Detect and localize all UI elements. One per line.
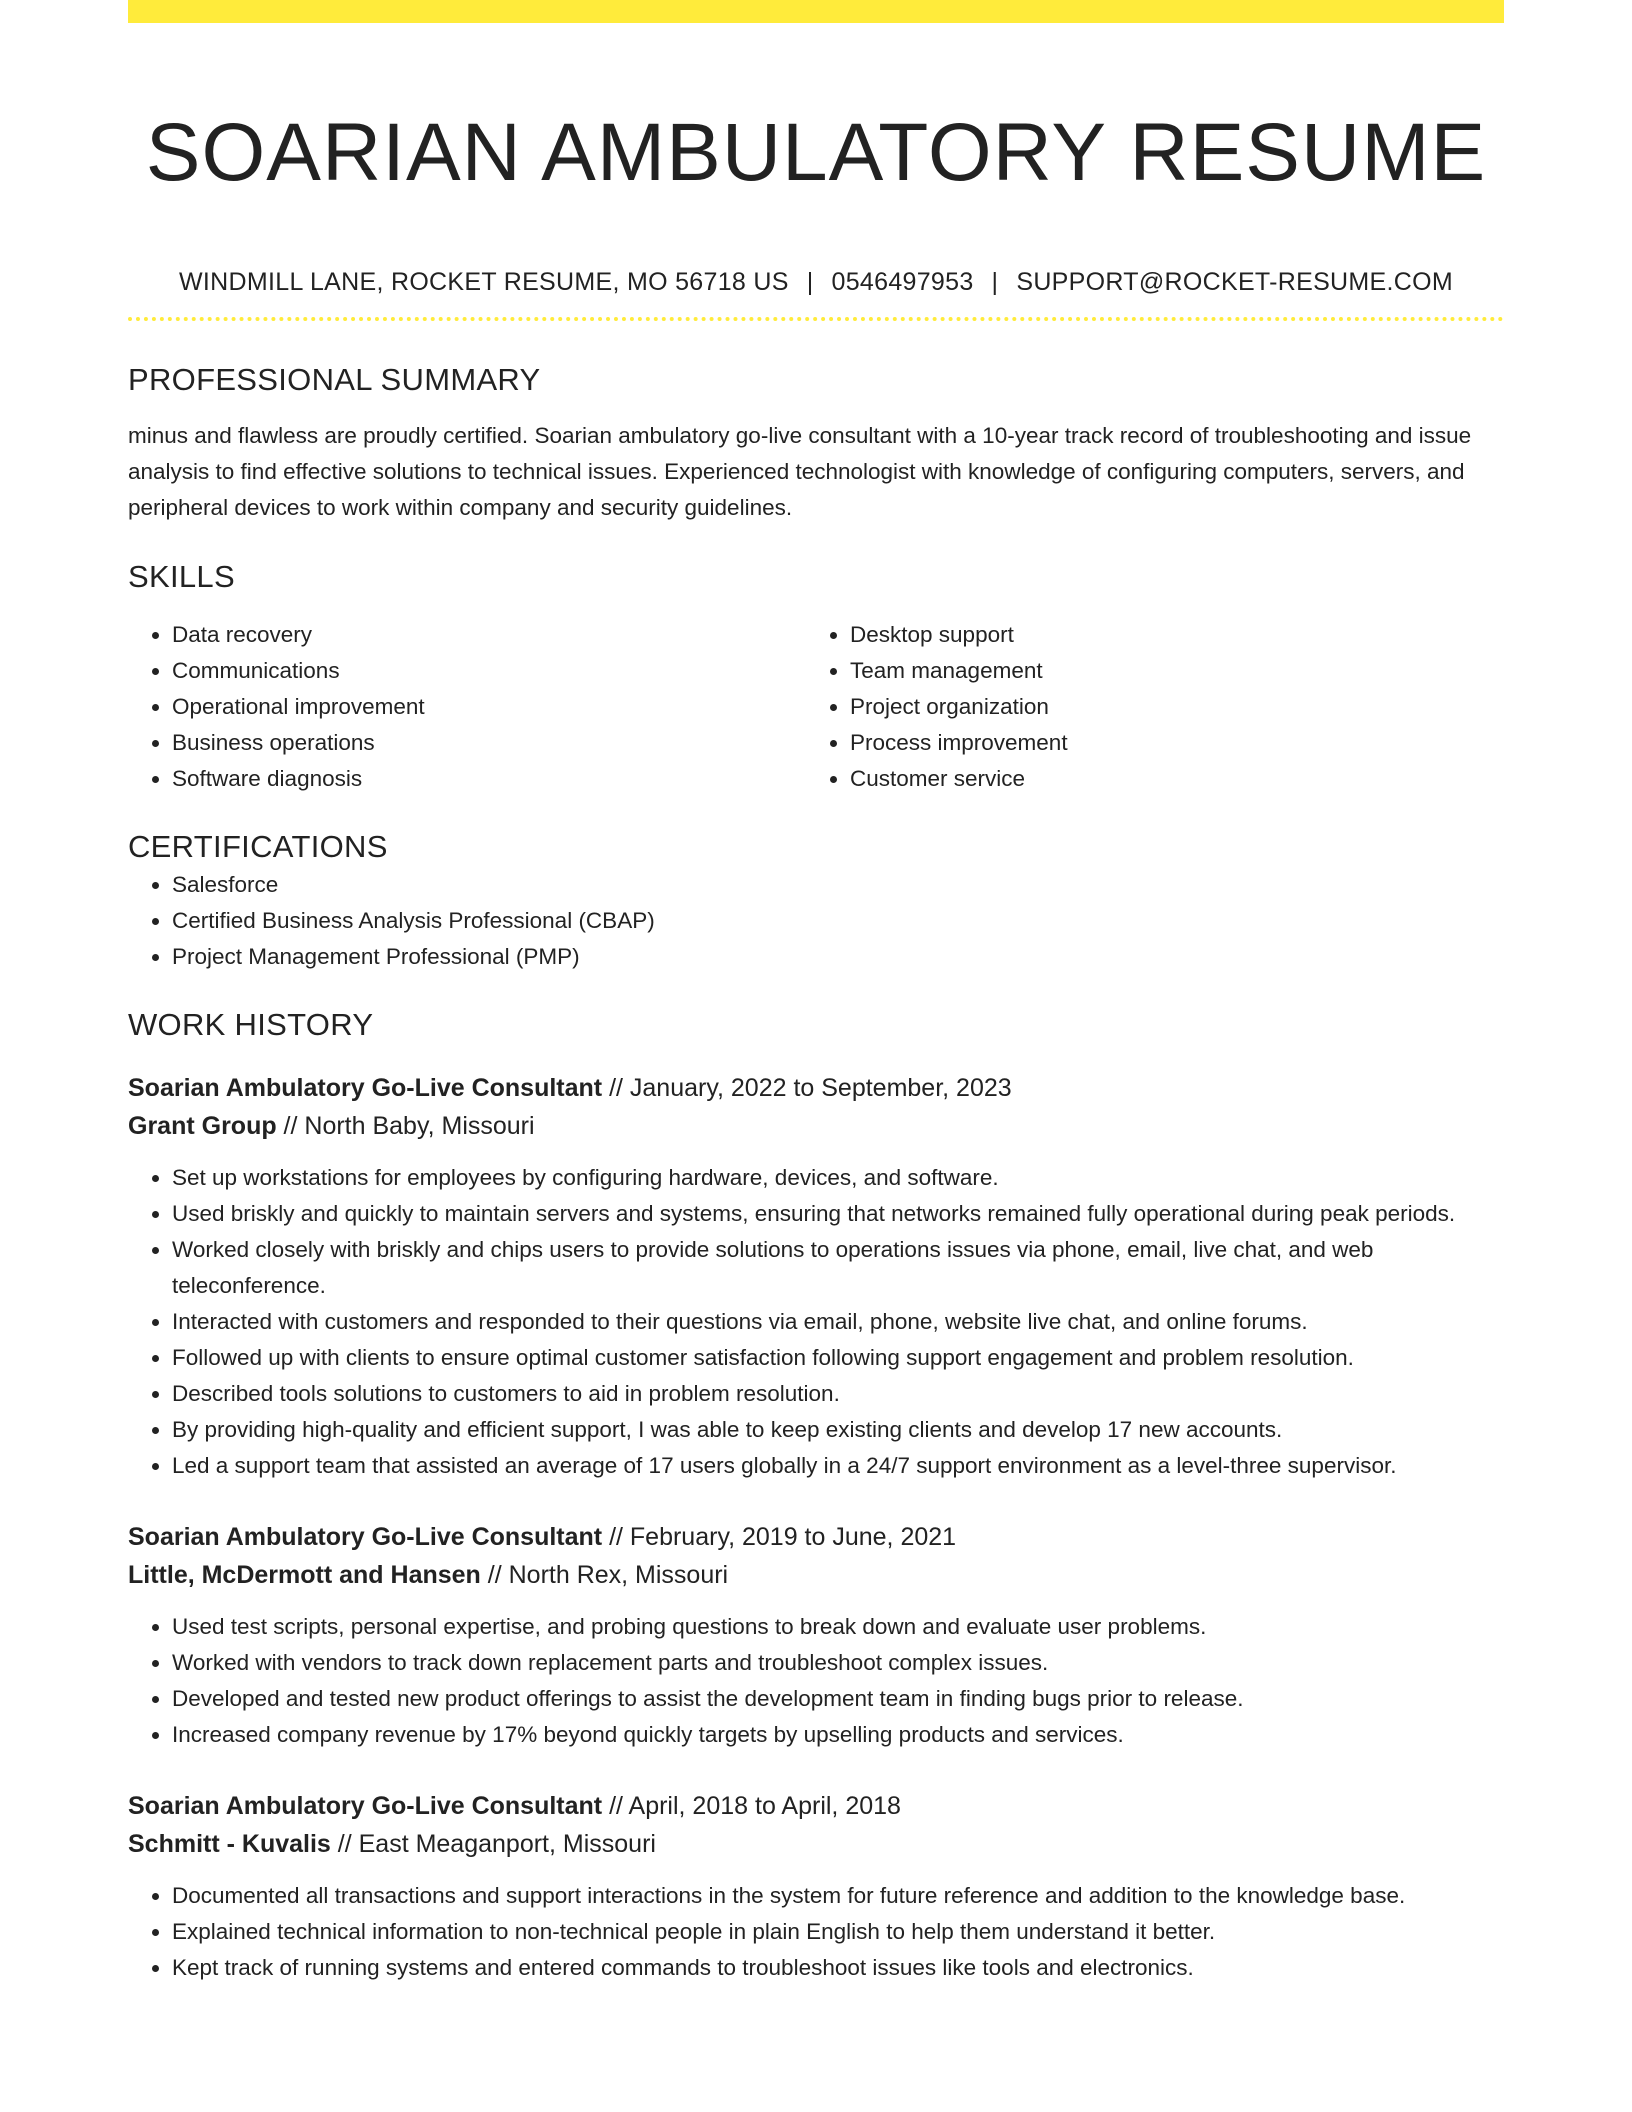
contact-line (128, 265, 1504, 299)
job-location: // East Meaganport, Missouri (330, 1830, 656, 1858)
accent-top-bar (128, 0, 1504, 23)
job-location: // North Baby, Missouri (276, 1112, 535, 1140)
job-bullet: • Used test scripts, personal expertise, and probing questions to break down and evaluate user problems. (172, 1609, 1504, 1645)
skill-item: • Desktop support (850, 617, 1484, 653)
job-bullet: • Documented all transactions and support interactions in the system for future reference and addition to the knowledge base. (172, 1878, 1504, 1914)
job-bullet: • Led a support team that assisted an average of 17 users globally in a 24/7 support environment as a level-three supervisor. (172, 1448, 1504, 1484)
skill-item: • Customer service (850, 761, 1484, 797)
skill-item: • Data recovery (172, 617, 806, 653)
job-dates: // April, 2018 to April, 2018 (602, 1792, 901, 1820)
section-title-skills: SKILLS (128, 559, 235, 594)
job-company: Little, McDermott and Hansen (128, 1561, 481, 1589)
contact-address: WINDMILL LANE, ROCKET RESUME, MO 56718 US (179, 268, 789, 296)
job-bullet: • Kept track of running systems and entered commands to troubleshoot issues like tools and electronics. (172, 1950, 1504, 1986)
job-company: Grant Group (128, 1112, 277, 1140)
skills-list-left (128, 617, 806, 797)
skills-column-right (806, 617, 1484, 797)
job-bullet: • Followed up with clients to ensure optimal customer satisfaction following support engagement and problem resolution. (172, 1340, 1504, 1376)
skill-item: • Process improvement (850, 725, 1484, 761)
certification-item: • Salesforce (172, 867, 1504, 903)
job-bullet: • Described tools solutions to customers to aid in problem resolution. (172, 1376, 1504, 1412)
resume-page (128, 0, 1504, 1986)
skill-item: • Operational improvement (172, 689, 806, 725)
dotted-divider (128, 317, 1504, 321)
job-entry (128, 1069, 1504, 1484)
skills-grid (128, 617, 1504, 797)
job-company: Schmitt - Kuvalis (128, 1830, 331, 1858)
job-dates: // January, 2022 to September, 2023 (602, 1074, 1012, 1102)
skill-item: • Software diagnosis (172, 761, 806, 797)
skills-column-left (128, 617, 806, 797)
job-role-line (128, 1518, 1504, 1556)
job-entry (128, 1787, 1504, 1986)
job-dates: // February, 2019 to June, 2021 (602, 1523, 957, 1551)
job-bullet: • Used briskly and quickly to maintain servers and systems, ensuring that networks remained fully operational during peak periods. (172, 1196, 1504, 1232)
contact-phone: 0546497953 (831, 268, 974, 296)
certification-item: • Project Management Professional (PMP) (172, 939, 1504, 975)
skill-item: • Team management (850, 653, 1484, 689)
job-bullet: • By providing high-quality and efficient support, I was able to keep existing clients and develop 17 new accounts. (172, 1412, 1504, 1448)
job-role: Soarian Ambulatory Go-Live Consultant (128, 1523, 603, 1551)
job-bullets (128, 1609, 1504, 1753)
job-role: Soarian Ambulatory Go-Live Consultant (128, 1792, 603, 1820)
resume-name: SOARIAN AMBULATORY RESUME (145, 107, 1487, 198)
job-bullet: • Interacted with customers and responded to their questions via email, phone, website live chat, and online forums. (172, 1304, 1504, 1340)
certifications-list (128, 867, 1504, 975)
job-company-line (128, 1556, 1504, 1594)
skill-item: • Project organization (850, 689, 1484, 725)
contact-separator: | (806, 268, 814, 296)
job-location: // North Rex, Missouri (480, 1561, 729, 1589)
section-title-summary: PROFESSIONAL SUMMARY (128, 362, 541, 397)
section-title-certifications: CERTIFICATIONS (128, 829, 388, 864)
job-entry (128, 1518, 1504, 1753)
job-bullet: • Worked closely with briskly and chips users to provide solutions to operations issues via phone, email, live chat, and web teleconference. (172, 1232, 1504, 1304)
job-company-line (128, 1825, 1504, 1863)
job-bullets (128, 1878, 1504, 1986)
job-company-line (128, 1107, 1504, 1145)
skills-list-right (806, 617, 1484, 797)
summary-text: minus and flawless are proudly certified. Soarian ambulatory go-live consultant with a 10-year track record of troubleshooting and issue analysis to find effective solutions to technical issues. Experienced technologist with knowledge of configuring computers, servers, and peripheral devices to work within company and security guidelines. (128, 423, 1472, 520)
job-bullet: • Developed and tested new product offerings to assist the development team in finding bugs prior to release. (172, 1681, 1504, 1717)
section-title-work-history: WORK HISTORY (128, 1007, 374, 1042)
job-bullet: • Explained technical information to non-technical people in plain English to help them understand it better. (172, 1914, 1504, 1950)
job-role-line (128, 1787, 1504, 1825)
contact-separator: | (991, 268, 999, 296)
job-role: Soarian Ambulatory Go-Live Consultant (128, 1074, 603, 1102)
job-bullet: • Worked with vendors to track down replacement parts and troubleshoot complex issues. (172, 1645, 1504, 1681)
job-bullets (128, 1160, 1504, 1484)
contact-email: SUPPORT@ROCKET-RESUME.COM (1016, 268, 1453, 296)
skill-item: • Communications (172, 653, 806, 689)
job-bullet: • Increased company revenue by 17% beyond quickly targets by upselling products and services. (172, 1717, 1504, 1753)
job-role-line (128, 1069, 1504, 1107)
certification-item: • Certified Business Analysis Professional (CBAP) (172, 903, 1504, 939)
job-bullet: • Set up workstations for employees by configuring hardware, devices, and software. (172, 1160, 1504, 1196)
skill-item: • Business operations (172, 725, 806, 761)
